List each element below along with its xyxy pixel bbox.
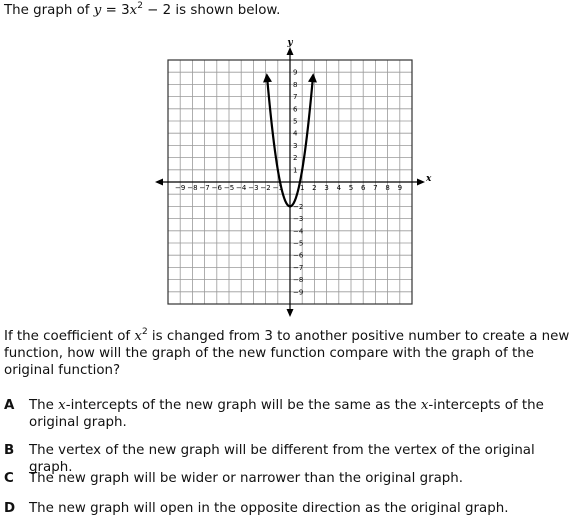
y-tick-label: −9 <box>293 288 304 297</box>
x-tick-label: −8 <box>187 184 198 192</box>
y-tick-label: −7 <box>293 263 304 272</box>
x-tick-label: 9 <box>397 184 403 192</box>
y-tick-label: 4 <box>293 129 298 138</box>
x-tick-label: −3 <box>248 184 259 192</box>
y-axis-label: y <box>287 38 293 48</box>
x-axis-arrow-right <box>417 179 425 186</box>
y-tick-label: −8 <box>293 276 304 285</box>
curve-arrowhead <box>263 73 272 82</box>
x-tick-label: −2 <box>260 184 271 192</box>
x-tick-label: −1 <box>272 184 283 192</box>
x-tick-label: −9 <box>175 184 186 192</box>
curve-arrowhead <box>308 73 317 82</box>
y-axis-arrow-down <box>287 309 294 317</box>
y-tick-label: 7 <box>293 93 298 102</box>
option-letter: A <box>4 398 15 413</box>
x-tick-label: −5 <box>223 184 235 192</box>
y-tick-label: 1 <box>293 166 298 175</box>
x-tick-label: 8 <box>385 184 390 192</box>
y-tick-label: −6 <box>293 251 304 260</box>
y-axis-arrow-up <box>287 47 294 55</box>
x-tick-label: 4 <box>336 184 342 192</box>
x-tick-label: 5 <box>348 184 354 192</box>
x-tick-label: 2 <box>312 184 317 192</box>
option-text: The new graph will be wider or narrower than the original graph. <box>29 471 464 486</box>
option-text: The vertex of the new graph will be different from the vertex of the original graph. <box>29 443 535 475</box>
option-text: The new graph will open in the opposite direction as the original graph. <box>29 501 509 516</box>
x-tick-label: 3 <box>324 184 329 192</box>
option-letter: C <box>4 471 14 486</box>
x-tick-label: −4 <box>236 184 247 192</box>
y-tick-label: −2 <box>293 202 304 211</box>
question-text: If the coefficient of $x^2$ is changed from 3 to another positive number to create a new function, how will the graph of the new function compare with the graph of the original function? <box>4 326 570 378</box>
y-tick-label: −5 <box>293 239 304 248</box>
y-variable: y <box>93 3 102 18</box>
x-tick-label: 1 <box>299 184 305 192</box>
intro-text: The graph of $y = 3x^2 - 2$ is shown below. <box>4 0 281 18</box>
x-tick-label: −6 <box>211 184 222 192</box>
x-tick-label: 6 <box>360 184 366 192</box>
y-tick-label: 2 <box>293 154 298 163</box>
x-tick-label: 7 <box>373 184 378 192</box>
axes <box>155 47 425 317</box>
y-tick-label: 3 <box>293 141 298 150</box>
x-variable: x <box>129 3 138 18</box>
answer-option-d[interactable] <box>4 500 580 517</box>
y-tick-label: −3 <box>293 215 304 224</box>
y-tick-label: 6 <box>293 105 298 114</box>
y-tick-label: 8 <box>293 80 298 89</box>
x-axis-label: x <box>426 174 432 184</box>
x-axis-arrow-left <box>155 179 163 186</box>
x-tick-label: −7 <box>199 184 210 192</box>
y-tick-label: −4 <box>293 227 304 236</box>
option-text: The x-intercepts of the new graph will be the same as the x-intercepts of the original graph. <box>29 398 544 430</box>
exponent: 2 <box>137 0 143 11</box>
answer-option-a[interactable] <box>4 397 580 431</box>
option-letter: D <box>4 501 16 516</box>
y-tick-label: 5 <box>293 117 298 126</box>
option-letter: B <box>4 443 15 458</box>
answer-option-c[interactable] <box>4 470 580 487</box>
parabola-graph <box>150 38 440 316</box>
y-tick-label: 9 <box>293 68 298 77</box>
